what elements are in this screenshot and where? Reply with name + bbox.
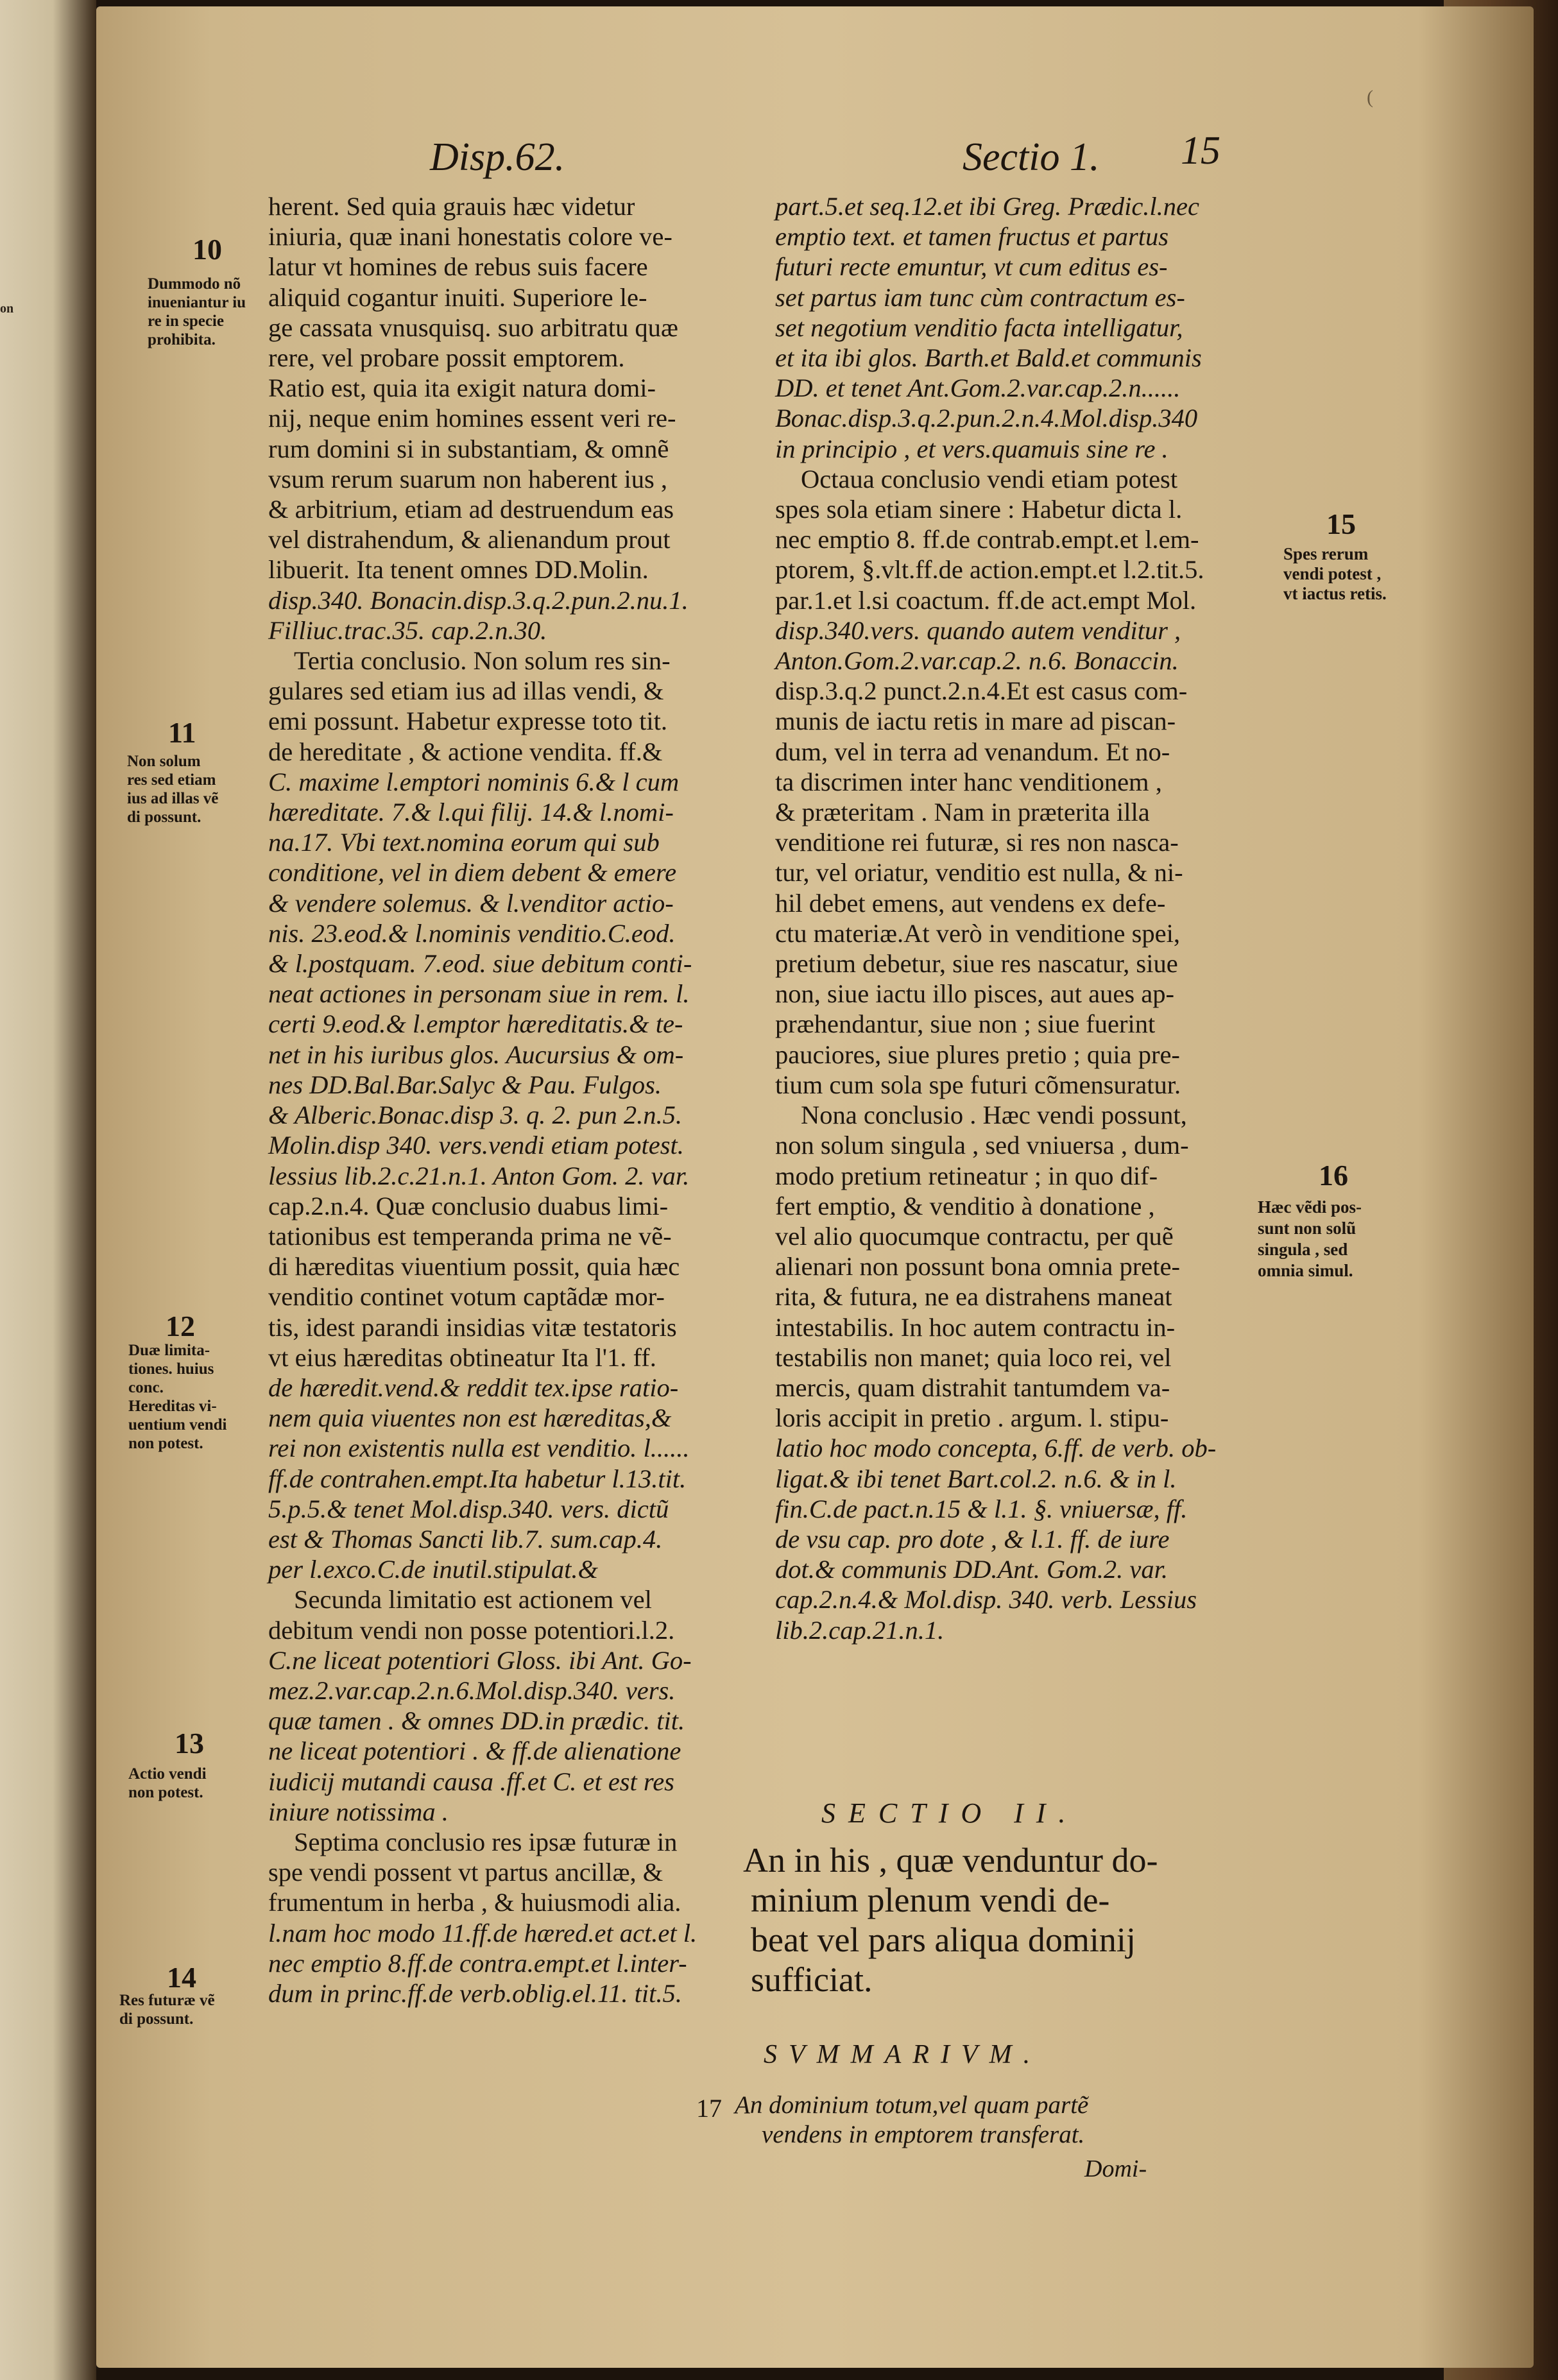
text-line: tur, vel oriatur, venditio est nulla, & ni-: [775, 858, 1183, 887]
catchword: Domi-: [1084, 2155, 1147, 2182]
text-line: rei non existentis nulla est venditio. l......: [268, 1434, 690, 1463]
margin-number: 13: [175, 1727, 204, 1759]
margin-note-line: prohibita.: [148, 331, 216, 348]
text-line: vsum rerum suarum non haberent ius ,: [268, 464, 667, 493]
text-line: ne liceat potentiori . & ff.de alienatione: [268, 1736, 681, 1766]
text-line: futuri recte emuntur, vt cum editus es-: [775, 252, 1168, 282]
text-line: disp.3.q.2 punct.2.n.4.Et est casus com-: [775, 676, 1188, 706]
margin-note: [119, 1991, 215, 2028]
text-line: pauciores, siue plures pretio ; quia pre-: [775, 1040, 1180, 1069]
text-line: di hæreditas viuentium possit, quia hæc: [268, 1252, 680, 1281]
text-line: rum domini si in substantiam, & omnẽ: [268, 434, 669, 463]
text-line: Septima conclusio res ipsæ futuræ in: [294, 1827, 678, 1856]
margin-number: 11: [168, 716, 196, 749]
text-line: & l.postquam. 7.eod. siue debitum conti-: [268, 949, 692, 979]
text-line: nec emptio 8. ff.de contrab.empt.et l.em-: [775, 525, 1199, 554]
text-line: lessius lib.2.c.21.n.1. Anton Gom. 2. var.: [268, 1161, 690, 1190]
margin-note-line: tiones. huius: [128, 1360, 214, 1378]
text-line: DD. et tenet Ant.Gom.2.var.cap.2.n......: [775, 373, 1181, 403]
text-line: ta discrimen inter hanc venditionem ,: [775, 767, 1162, 796]
text-line: quæ tamen . & omnes DD.in prædic. tit.: [268, 1706, 685, 1736]
text-line: set partus iam tunc cùm contractum es-: [775, 282, 1185, 312]
text-line: Secunda limitatio est actionem vel: [294, 1585, 652, 1614]
folio-number: 15: [1181, 129, 1220, 173]
text-line: set negotium venditio facta intelligatur,: [775, 312, 1183, 342]
margin-note-line: inueniantur iu: [148, 294, 246, 311]
text-line: C. maxime l.emptori nominis 6.& l cum: [268, 767, 680, 796]
margin-note: [1283, 544, 1387, 604]
text-line: munis de iactu retis in mare ad piscan-: [775, 706, 1176, 736]
text-line: ff.de contrahen.empt.Ita habetur l.13.tit.: [268, 1464, 687, 1493]
text-line: Octaua conclusio vendi etiam potest: [801, 464, 1178, 493]
text-line: lib.2.cap.21.n.1.: [775, 1615, 945, 1645]
running-head-right: Sectio 1.: [963, 135, 1100, 179]
margin-note-line: conc.: [128, 1379, 164, 1396]
section-title: [743, 1840, 1158, 1999]
margin-number: 10: [193, 233, 222, 266]
margin-note-line: Hereditas vi-: [128, 1398, 217, 1415]
text-line: et ita ibi glos. Barth.et Bald.et communis: [775, 343, 1202, 373]
summarium-item: [735, 2091, 1088, 2150]
text-line: iniuria, quæ inani honestatis colore ve-: [268, 222, 672, 252]
text-line: modo pretium retineatur ; in quo dif-: [775, 1161, 1158, 1190]
facing-page-edge: [0, 0, 96, 2380]
text-line: alienari non possunt bona omnia prete-: [775, 1252, 1180, 1281]
text-line: spes sola etiam sinere : Habetur dicta l.: [775, 495, 1183, 524]
margin-note-line: Dummodo nõ: [148, 275, 241, 293]
text-line: frumentum in herba , & huiusmodi alia.: [268, 1888, 681, 1917]
text-line: tium cum sola spe futuri cõmensuratur.: [775, 1070, 1181, 1099]
text-line: net in his iuribus glos. Aucursius & om-: [268, 1040, 684, 1069]
text-line: certi 9.eod.& l.emptor hæreditatis.& te-: [268, 1009, 683, 1039]
text-line: disp.340. Bonacin.disp.3.q.2.pun.2.nu.1.: [268, 585, 689, 615]
text-line: l.nam hoc modo 11.ff.de hæred.et act.et l.: [268, 1918, 698, 1948]
text-line: rita, & futura, ne ea distrahens maneat: [775, 1282, 1172, 1312]
text-line: hæreditate. 7.& l.qui filij. 14.& l.nomi-: [268, 798, 674, 827]
text-line: nij, neque enim homines essent veri re-: [268, 404, 676, 433]
text-line: intestabilis. In hoc autem contractu in-: [775, 1312, 1176, 1342]
text-line: non solum singula , sed vniuersa , dum-: [775, 1131, 1189, 1160]
margin-note: [1258, 1197, 1362, 1281]
text-line: iniure notissima .: [268, 1797, 449, 1826]
text-line: herent. Sed quia grauis hæc videtur: [268, 192, 635, 221]
section-heading: SECTIO II.: [821, 1797, 1079, 1829]
margin-note: [128, 1341, 227, 1453]
margin-note-line: Res futuræ vẽ: [119, 1992, 215, 2009]
margin-number: 16: [1319, 1159, 1348, 1192]
text-line: cap.2.n.4. Quæ conclusio duabus limi-: [268, 1191, 669, 1220]
margin-note-line: non potest.: [128, 1435, 203, 1452]
text-line: mez.2.var.cap.2.n.6.Mol.disp.340. vers.: [268, 1675, 676, 1705]
text-line: Molin.disp 340. vers.vendi etiam potest.: [268, 1131, 684, 1160]
facing-page-fragment: on: [0, 302, 14, 316]
text-line: latur vt homines de rebus suis facere: [268, 252, 648, 282]
margin-number: 12: [166, 1310, 195, 1342]
section-title-line: beat vel pars aliqua dominij: [751, 1921, 1136, 1959]
margin-note-line: uentium vendi: [128, 1416, 227, 1434]
text-line: gulares sed etiam ius ad illas vendi, &: [268, 676, 664, 706]
text-line: venditio continet votum captãdæ mor-: [268, 1282, 665, 1312]
text-line: iudicij mutandi causa .ff.et C. et est res: [268, 1767, 674, 1796]
section-title-line: sufficiat.: [751, 1960, 873, 1999]
text-line: cap.2.n.4.& Mol.disp. 340. verb. Lessius: [775, 1585, 1197, 1614]
text-line: nem quia viuentes non est hæreditas,&: [268, 1403, 672, 1433]
text-line: & vendere solemus. & l.venditor actio-: [268, 888, 674, 918]
text-line: Anton.Gom.2.var.cap.2. n.6. Bonaccin.: [775, 646, 1179, 676]
text-line: ctu materiæ.At verò in venditione spei,: [775, 918, 1180, 948]
margin-note: [148, 275, 246, 349]
margin-note-line: Actio vendi: [128, 1765, 207, 1783]
margin-note-line: re in specie: [148, 312, 224, 330]
text-line: per l.exco.C.de inutil.stipulat.&: [268, 1555, 599, 1584]
text-line: rere, vel probare possit emptorem.: [268, 343, 625, 373]
text-line: loris accipit in pretio . argum. l. stipu-: [775, 1403, 1169, 1433]
text-line: mercis, quam distrahit tantumdem va-: [775, 1373, 1170, 1402]
margin-note-line: Non solum: [127, 753, 201, 770]
margin-note-line: ius ad illas vẽ: [127, 790, 219, 807]
text-line: dum in princ.ff.de verb.oblig.el.11. tit.5.: [268, 1978, 682, 2008]
text-line: tationibus est temperanda prima ne vẽ-: [268, 1221, 672, 1251]
text-line: aliquid cogantur inuiti. Superiore le-: [268, 282, 647, 312]
text-line: na.17. Vbi text.nomina eorum qui sub: [268, 828, 660, 857]
text-line: de vsu cap. pro dote , & l.1. ff. de iure: [775, 1524, 1170, 1554]
margin-note-line: res sed etiam: [127, 771, 216, 789]
text-line: venditione rei futuræ, si res non nasca-: [775, 828, 1179, 857]
text-line: emptio text. et tamen fructus et partus: [775, 222, 1169, 252]
margin-note-line: di possunt.: [127, 809, 201, 826]
text-line: vel distrahendum, & alienandum prout: [268, 525, 671, 554]
text-line: spe vendi possent vt partus ancillæ, &: [268, 1858, 663, 1887]
summarium-heading: SVMMARIVM.: [764, 2040, 1042, 2069]
text-line: fert emptio, & venditio à donatione ,: [775, 1191, 1155, 1220]
text-line: conditione, vel in diem debent & emere: [268, 858, 677, 887]
text-line: pretium debetur, siue res nascatur, siue: [775, 949, 1178, 979]
book-page: [96, 6, 1534, 2368]
margin-note-line: singula , sed: [1258, 1240, 1348, 1259]
text-line: Ratio est, quia ita exigit natura domi-: [268, 373, 656, 403]
text-line: disp.340.vers. quando autem venditur ,: [775, 615, 1181, 645]
text-line: dot.& communis DD.Ant. Gom.2. var.: [775, 1555, 1168, 1584]
margin-note-line: vendi potest ,: [1283, 564, 1382, 583]
margin-note-line: non potest.: [128, 1784, 203, 1801]
text-line: hil debet emens, aut vendens ex defe-: [775, 888, 1166, 918]
text-line: nes DD.Bal.Bar.Salyc & Pau. Fulgos.: [268, 1070, 662, 1099]
margin-note-line: vt iactus retis.: [1283, 584, 1387, 603]
margin-number: 14: [167, 1961, 196, 1994]
text-line: par.1.et l.si coactum. ff.de act.empt Mol.: [775, 585, 1197, 615]
text-line: dum, vel in terra ad venandum. Et no-: [775, 737, 1170, 766]
text-line: in principio , et vers.quamuis sine re .: [775, 434, 1168, 463]
text-line: debitum vendi non posse potentiori.l.2.: [268, 1615, 675, 1645]
text-line: vel alio quocumque contractu, per quẽ: [775, 1221, 1174, 1251]
text-line: de hereditate , & actione vendita. ff.&: [268, 737, 663, 766]
text-line: ptorem, §.vlt.ff.de action.empt.et l.2.tit.5.: [775, 555, 1204, 585]
text-line: libuerit. Ita tenent omnes DD.Molin.: [268, 555, 649, 585]
summarium-number: 17: [696, 2094, 722, 2123]
margin-note-line: Spes rerum: [1283, 544, 1369, 563]
text-line: & præteritam . Nam in præterita illa: [775, 798, 1150, 827]
text-line: testabilis non manet; quia loco rei, vel: [775, 1342, 1172, 1372]
text-line: Bonac.disp.3.q.2.pun.2.n.4.Mol.disp.340: [775, 404, 1198, 433]
text-line: fin.C.de pact.n.15 & l.1. §. vniuersæ, ff.: [775, 1494, 1188, 1523]
text-line: ge cassata vnusquisq. suo arbitratu quæ: [268, 312, 678, 342]
section-title-line: An in his , quæ venduntur do-: [743, 1841, 1158, 1879]
text-line: latio hoc modo concepta, 6.ff. de verb. ob-: [775, 1434, 1217, 1463]
section-title-line: minium plenum vendi de-: [751, 1881, 1110, 1919]
text-line: de hæredit.vend.& reddit tex.ipse ratio-: [268, 1373, 679, 1402]
margin-note: [128, 1765, 207, 1802]
margin-note: [127, 752, 218, 826]
right-text-column: [775, 191, 1333, 1645]
text-line: præhendantur, siue non ; siue fuerint: [775, 1009, 1156, 1039]
page-mark: (: [1367, 87, 1373, 108]
summarium-line: An dominium totum,vel quam partẽ: [735, 2091, 1089, 2119]
text-line: Tertia conclusio. Non solum res sin-: [294, 646, 671, 676]
margin-number: 15: [1326, 508, 1356, 540]
margin-note-line: Hæc vẽdi pos-: [1258, 1197, 1362, 1217]
text-line: non, siue iactu illo pisces, aut aues ap-: [775, 979, 1174, 1009]
text-line: nec emptio 8.ff.de contra.empt.et l.inter-: [268, 1948, 687, 1978]
margin-note-line: di possunt.: [119, 2010, 194, 2028]
text-line: emi possunt. Habetur expresse toto tit.: [268, 706, 668, 736]
summarium-line: vendens in emptorem transferat.: [762, 2121, 1085, 2148]
text-line: & arbitrium, etiam ad destruendum eas: [268, 495, 674, 524]
text-line: ligat.& ibi tenet Bart.col.2. n.6. & in l.: [775, 1464, 1177, 1493]
text-line: part.5.et seq.12.et ibi Greg. Prædic.l.nec: [775, 192, 1200, 221]
margin-note-line: Duæ limita-: [128, 1342, 210, 1359]
text-line: tis, idest parandi insidias vitæ testatoris: [268, 1312, 677, 1342]
text-line: 5.p.5.& tenet Mol.disp.340. vers. dictũ: [268, 1494, 669, 1523]
running-head-left: Disp.62.: [430, 135, 565, 179]
text-line: nis. 23.eod.& l.nominis venditio.C.eod.: [268, 918, 676, 948]
text-line: & Alberic.Bonac.disp 3. q. 2. pun 2.n.5.: [268, 1100, 682, 1130]
text-line: est & Thomas Sancti lib.7. sum.cap.4.: [268, 1524, 663, 1554]
text-line: C.ne liceat potentiori Gloss. ibi Ant. Go-: [268, 1645, 692, 1675]
text-line: Nona conclusio . Hæc vendi possunt,: [801, 1100, 1187, 1130]
margin-note-line: omnia simul.: [1258, 1261, 1353, 1280]
left-text-column: [268, 191, 826, 2008]
text-line: Filliuc.trac.35. cap.2.n.30.: [268, 615, 547, 645]
margin-note-line: sunt non solũ: [1258, 1219, 1357, 1238]
text-line: vt eius hæreditas obtineatur Ita l'1. ff.: [268, 1342, 656, 1372]
text-line: neat actiones in personam siue in rem. l.: [268, 979, 690, 1009]
